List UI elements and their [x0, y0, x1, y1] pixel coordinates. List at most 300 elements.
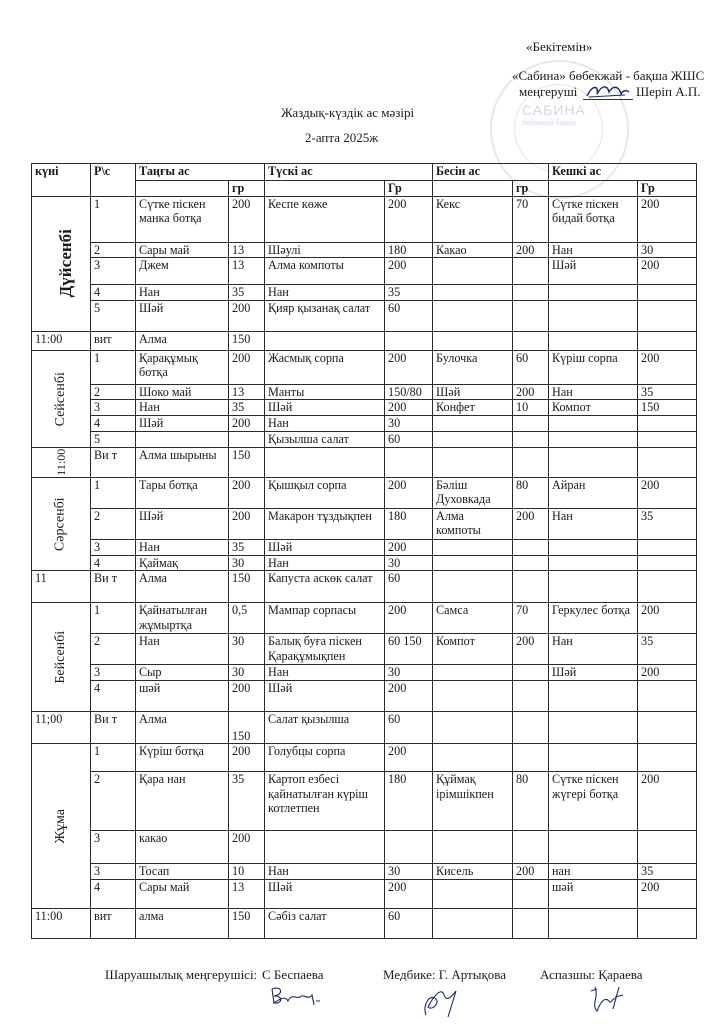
row-number: 2: [91, 384, 136, 400]
lunch-cell: Қызылша салат: [265, 431, 385, 447]
dinner-gr-cell: [638, 431, 697, 447]
lunch-gr-cell: 200: [385, 196, 433, 242]
breakfast-cell: Шәй: [136, 300, 229, 331]
empty-cell: [513, 909, 549, 939]
lunch-cell: Қияр қызанақ салат: [265, 300, 385, 331]
dinner-gr-cell: [638, 300, 697, 331]
lunch-gr-cell: 200: [385, 477, 433, 508]
day-cell: [32, 196, 91, 331]
dinner-gr-cell: 200: [638, 350, 697, 384]
dinner-cell: [549, 539, 638, 555]
dinner-gr-cell: [638, 285, 697, 301]
page-title: Жаздық-күздік ас мәзірі: [281, 105, 415, 120]
empty-cell: [513, 571, 549, 603]
breakfast-cell: Нан: [136, 400, 229, 416]
lunch-cell: Нан: [265, 415, 385, 431]
lunch-gr-cell: 60: [385, 431, 433, 447]
snack-cell: Шәй: [433, 384, 513, 400]
vitamin-time: 11: [32, 571, 91, 603]
breakfast-cell: Сыр: [136, 665, 229, 681]
lunch-cell: [265, 831, 385, 864]
snack-gr-cell: [513, 539, 549, 555]
snack-gr-cell: 200: [513, 242, 549, 258]
vitamin-time-text: 11:00: [53, 448, 68, 476]
lunch-cell: Шәй: [265, 880, 385, 909]
snack-cell: Кисель: [433, 864, 513, 880]
dinner-gr-cell: 200: [638, 196, 697, 242]
lunch-cell: Шәй: [265, 681, 385, 712]
day-cell: [32, 477, 91, 571]
dinner-gr-cell: 35: [638, 864, 697, 880]
header-gr-dinner: Гр: [638, 181, 697, 197]
empty-cell: [638, 331, 697, 350]
menu-row: [32, 880, 697, 909]
breakfast-gr-cell: 0,5: [229, 603, 265, 634]
menu-row: [32, 744, 697, 772]
empty-cell: [638, 712, 697, 744]
vitamin-row: [32, 331, 697, 350]
lunch-gr-cell: 200: [385, 880, 433, 909]
vitamin-item: Алма: [136, 571, 229, 603]
dinner-gr-cell: [638, 681, 697, 712]
lunch-gr-cell: 200: [385, 681, 433, 712]
snack-gr-cell: 200: [513, 864, 549, 880]
empty-cell: [433, 571, 513, 603]
row-number: 3: [91, 665, 136, 681]
lunch-cell: Манты: [265, 384, 385, 400]
row-number: 4: [91, 681, 136, 712]
vitamin-gr: 150: [229, 712, 265, 744]
dinner-gr-cell: 35: [638, 384, 697, 400]
empty-cell: [638, 909, 697, 939]
dinner-cell: Нан: [549, 508, 638, 539]
breakfast-gr-cell: 200: [229, 477, 265, 508]
lunch-gr-cell: 180: [385, 772, 433, 831]
empty-cell: [433, 909, 513, 939]
snack-gr-cell: 10: [513, 400, 549, 416]
snack-cell: Бәліш Духовкада: [433, 477, 513, 508]
lunch-gr-cell: 30: [385, 665, 433, 681]
menu-row: [32, 384, 697, 400]
snack-cell: [433, 415, 513, 431]
nurse-signature: [420, 985, 465, 1020]
breakfast-gr-cell: 35: [229, 539, 265, 555]
dinner-gr-cell: 200: [638, 477, 697, 508]
menu-row: [32, 539, 697, 555]
dinner-cell: Нан: [549, 242, 638, 258]
approval-org: «Сабина» бөбекжай - бақша ЖШС: [512, 68, 705, 83]
vitamin-time: 11:00: [32, 909, 91, 939]
dinner-cell: [549, 831, 638, 864]
menu-row: [32, 415, 697, 431]
snack-gr-cell: 80: [513, 477, 549, 508]
lunch-cell: Алма компоты: [265, 258, 385, 285]
empty-cell: [433, 447, 513, 477]
header-day: күні: [32, 164, 91, 197]
dinner-cell: [549, 744, 638, 772]
breakfast-cell: [136, 431, 229, 447]
dinner-cell: шәй: [549, 880, 638, 909]
breakfast-cell: Қара нан: [136, 772, 229, 831]
vitamin-item: Алма: [136, 712, 229, 744]
row-number: 3: [91, 539, 136, 555]
row-number: 3: [91, 864, 136, 880]
breakfast-cell: Шәй: [136, 508, 229, 539]
snack-cell: Құймақ ірімшікпен: [433, 772, 513, 831]
vitamin-label: Ви т: [91, 447, 136, 477]
dinner-cell: Шәй: [549, 665, 638, 681]
menu-row: [32, 242, 697, 258]
dinner-gr-cell: 200: [638, 603, 697, 634]
lunch-gr-cell: 200: [385, 744, 433, 772]
row-number: 1: [91, 196, 136, 242]
snack-cell: Алма компоты: [433, 508, 513, 539]
snack-gr-cell: 70: [513, 603, 549, 634]
row-number: 3: [91, 831, 136, 864]
dinner-cell: Күріш сорпа: [549, 350, 638, 384]
snack-gr-cell: [513, 300, 549, 331]
header-gr-lunch: Гр: [385, 181, 433, 197]
day-name: Сейсенбі: [52, 371, 68, 427]
vitamin-lunch: Капуста аскөк салат: [265, 571, 385, 603]
lunch-cell: Голубцы сорпа: [265, 744, 385, 772]
breakfast-gr-cell: 13: [229, 258, 265, 285]
empty-cell: [549, 909, 638, 939]
breakfast-gr-cell: 200: [229, 415, 265, 431]
lunch-cell: Шәй: [265, 400, 385, 416]
row-number: 5: [91, 300, 136, 331]
supply-manager-signature: [268, 985, 328, 1007]
stamp-subtext: бөбекжай-бақша: [522, 120, 576, 127]
lunch-gr-cell: 30: [385, 555, 433, 571]
dinner-cell: [549, 555, 638, 571]
breakfast-cell: Шоко май: [136, 384, 229, 400]
day-name: Сәрсенбі: [52, 497, 68, 552]
snack-gr-cell: [513, 555, 549, 571]
vitamin-label: вит: [91, 331, 136, 350]
dinner-gr-cell: [638, 539, 697, 555]
breakfast-gr-cell: 200: [229, 831, 265, 864]
approval-head-name: Шеріп А.П.: [636, 84, 701, 99]
lunch-cell: Балық буға піскен Қарақұмықпен: [265, 634, 385, 665]
breakfast-cell: Күріш ботқа: [136, 744, 229, 772]
lunch-cell: Нан: [265, 864, 385, 880]
breakfast-cell: Сары май: [136, 242, 229, 258]
snack-gr-cell: 60: [513, 350, 549, 384]
snack-gr-cell: [513, 744, 549, 772]
row-number: 1: [91, 350, 136, 384]
snack-gr-cell: 200: [513, 384, 549, 400]
empty-cell: [638, 447, 697, 477]
vitamin-item: алма: [136, 909, 229, 939]
menu-row: [32, 681, 697, 712]
snack-cell: [433, 831, 513, 864]
empty-cell: [549, 447, 638, 477]
vitamin-gr: 150: [229, 447, 265, 477]
menu-row: [32, 555, 697, 571]
header-lunch-blank: [265, 181, 385, 197]
cook-name: Аспазшы: Қараева: [540, 967, 643, 982]
header-row: [32, 164, 697, 181]
dinner-cell: [549, 415, 638, 431]
snack-cell: [433, 744, 513, 772]
breakfast-cell: Нан: [136, 634, 229, 665]
dinner-gr-cell: 35: [638, 508, 697, 539]
snack-cell: [433, 880, 513, 909]
breakfast-gr-cell: 200: [229, 508, 265, 539]
breakfast-gr-cell: 13: [229, 880, 265, 909]
dinner-cell: [549, 300, 638, 331]
snack-gr-cell: 70: [513, 196, 549, 242]
breakfast-cell: Нан: [136, 539, 229, 555]
vitamin-lunch-gr: [385, 331, 433, 350]
snack-cell: [433, 539, 513, 555]
row-number: 1: [91, 603, 136, 634]
dinner-cell: [549, 285, 638, 301]
breakfast-cell: Тары ботқа: [136, 477, 229, 508]
empty-cell: [549, 571, 638, 603]
head-signature: [585, 82, 630, 100]
vitamin-time: 11:00: [32, 331, 91, 350]
menu-row: [32, 477, 697, 508]
dinner-cell: Нан: [549, 384, 638, 400]
stamp-text: САБИНА: [522, 102, 586, 118]
vitamin-item: Алма шырыны: [136, 447, 229, 477]
breakfast-gr-cell: 35: [229, 400, 265, 416]
breakfast-cell: Тосап: [136, 864, 229, 880]
vitamin-item: Алма: [136, 331, 229, 350]
breakfast-cell: Джем: [136, 258, 229, 285]
dinner-gr-cell: [638, 415, 697, 431]
snack-cell: [433, 285, 513, 301]
header-lunch: Түскі ас: [265, 164, 433, 181]
snack-gr-cell: [513, 415, 549, 431]
breakfast-cell: Нан: [136, 285, 229, 301]
breakfast-gr-cell: 35: [229, 285, 265, 301]
day-name: Жұма: [52, 809, 68, 844]
breakfast-gr-cell: 200: [229, 744, 265, 772]
lunch-cell: Нан: [265, 555, 385, 571]
menu-row: [32, 285, 697, 301]
empty-cell: [433, 712, 513, 744]
day-cell: [32, 603, 91, 712]
approval-head-label: меңгеруші: [519, 84, 578, 99]
menu-row: [32, 196, 697, 242]
lunch-cell: Мампар сорпасы: [265, 603, 385, 634]
breakfast-gr-cell: 200: [229, 300, 265, 331]
header-dinner-blank: [549, 181, 638, 197]
snack-gr-cell: 200: [513, 634, 549, 665]
row-number: 5: [91, 431, 136, 447]
lunch-cell: Шәулі: [265, 242, 385, 258]
lunch-cell: Жасмық сорпа: [265, 350, 385, 384]
dinner-gr-cell: 200: [638, 258, 697, 285]
row-number: 2: [91, 772, 136, 831]
vitamin-label: Ви т: [91, 571, 136, 603]
vitamin-lunch: Сәбіз салат: [265, 909, 385, 939]
lunch-gr-cell: 200: [385, 603, 433, 634]
row-number: 4: [91, 415, 136, 431]
snack-cell: [433, 300, 513, 331]
snack-cell: [433, 258, 513, 285]
dinner-cell: [549, 681, 638, 712]
menu-row: [32, 400, 697, 416]
dinner-gr-cell: [638, 831, 697, 864]
snack-gr-cell: 200: [513, 508, 549, 539]
dinner-cell: Геркулес ботқа: [549, 603, 638, 634]
dinner-cell: Нан: [549, 634, 638, 665]
menu-row: [32, 431, 697, 447]
vitamin-lunch-gr: [385, 447, 433, 477]
vitamin-row: [32, 571, 697, 603]
vitamin-row: [32, 909, 697, 939]
lunch-gr-cell: 30: [385, 415, 433, 431]
snack-cell: [433, 555, 513, 571]
cook-signature: [585, 983, 630, 1018]
menu-row: [32, 258, 697, 285]
breakfast-cell: Қарақұмық ботқа: [136, 350, 229, 384]
snack-cell: Кекс: [433, 196, 513, 242]
menu-row: [32, 665, 697, 681]
row-number: 4: [91, 880, 136, 909]
snack-cell: [433, 431, 513, 447]
menu-row: [32, 350, 697, 384]
snack-gr-cell: [513, 880, 549, 909]
vitamin-time: [32, 447, 91, 477]
menu-table: [31, 163, 697, 939]
dinner-gr-cell: 200: [638, 665, 697, 681]
vitamin-row: [32, 712, 697, 744]
header-gr-snack: гр: [513, 181, 549, 197]
lunch-cell: Макарон тұздықпен: [265, 508, 385, 539]
row-number: 2: [91, 242, 136, 258]
snack-gr-cell: [513, 258, 549, 285]
snack-cell: Самса: [433, 603, 513, 634]
day-name: Дүйсенбі: [55, 228, 75, 298]
breakfast-gr-cell: 200: [229, 350, 265, 384]
snack-gr-cell: [513, 665, 549, 681]
breakfast-gr-cell: 30: [229, 555, 265, 571]
menu-row: [32, 300, 697, 331]
breakfast-gr-cell: 13: [229, 242, 265, 258]
lunch-gr-cell: 60: [385, 300, 433, 331]
snack-gr-cell: [513, 681, 549, 712]
vitamin-lunch-gr: 60: [385, 712, 433, 744]
vitamin-row: [32, 447, 697, 477]
menu-row: [32, 508, 697, 539]
dinner-cell: [549, 431, 638, 447]
dinner-gr-cell: [638, 744, 697, 772]
empty-cell: [513, 331, 549, 350]
lunch-cell: Нан: [265, 285, 385, 301]
nurse-name: Медбике: Г. Артықова: [383, 967, 507, 982]
vitamin-gr: 150: [229, 571, 265, 603]
row-number: 2: [91, 634, 136, 665]
breakfast-gr-cell: [229, 431, 265, 447]
row-number: 3: [91, 258, 136, 285]
vitamin-lunch: [265, 331, 385, 350]
menu-row: [32, 864, 697, 880]
dinner-cell: Сүтке піскен бидай ботқа: [549, 196, 638, 242]
row-number: 3: [91, 400, 136, 416]
header-num: Р\с: [91, 164, 136, 197]
vitamin-gr: 150: [229, 331, 265, 350]
breakfast-cell: Қаймақ: [136, 555, 229, 571]
row-number: 4: [91, 285, 136, 301]
lunch-gr-cell: 35: [385, 285, 433, 301]
day-cell: [32, 744, 91, 909]
dinner-gr-cell: 200: [638, 772, 697, 831]
snack-cell: Булочка: [433, 350, 513, 384]
row-number: 1: [91, 744, 136, 772]
vitamin-lunch-gr: 60: [385, 909, 433, 939]
dinner-cell: Компот: [549, 400, 638, 416]
row-number: 4: [91, 555, 136, 571]
snack-gr-cell: [513, 285, 549, 301]
header-dinner: Кешкі ас: [549, 164, 697, 181]
snack-cell: Компот: [433, 634, 513, 665]
header-breakfast-blank: [136, 181, 229, 197]
dinner-cell: Айран: [549, 477, 638, 508]
breakfast-gr-cell: 35: [229, 772, 265, 831]
dinner-gr-cell: [638, 555, 697, 571]
breakfast-cell: шәй: [136, 681, 229, 712]
lunch-gr-cell: 200: [385, 400, 433, 416]
empty-cell: [513, 712, 549, 744]
header-snack: Бесін ас: [433, 164, 549, 181]
menu-row: [32, 831, 697, 864]
snack-cell: [433, 681, 513, 712]
header-snack-blank: [433, 181, 513, 197]
dinner-gr-cell: 200: [638, 880, 697, 909]
lunch-cell: Картоп езбесі қайнатылған күріш котлетпен: [265, 772, 385, 831]
snack-gr-cell: 80: [513, 772, 549, 831]
lunch-gr-cell: 200: [385, 258, 433, 285]
supply-manager-label: Шаруашылық меңгерушісі:: [105, 967, 258, 982]
dinner-cell: Сүтке піскен жүгері ботқа: [549, 772, 638, 831]
menu-row: [32, 634, 697, 665]
week-label: 2-апта 2025ж: [305, 130, 379, 145]
dinner-gr-cell: 35: [638, 634, 697, 665]
dinner-cell: Шәй: [549, 258, 638, 285]
menu-row: [32, 772, 697, 831]
breakfast-gr-cell: 13: [229, 384, 265, 400]
empty-cell: [513, 447, 549, 477]
supply-manager-name: С Беспаева: [262, 967, 324, 982]
dinner-gr-cell: 150: [638, 400, 697, 416]
row-number: 2: [91, 508, 136, 539]
breakfast-cell: Қайнатылған жұмыртқа: [136, 603, 229, 634]
lunch-gr-cell: 60 150: [385, 634, 433, 665]
vitamin-lunch: Салат қызылша: [265, 712, 385, 744]
snack-gr-cell: [513, 831, 549, 864]
breakfast-gr-cell: 30: [229, 665, 265, 681]
breakfast-gr-cell: 30: [229, 634, 265, 665]
dinner-cell: нан: [549, 864, 638, 880]
day-name: Бейсенбі: [52, 631, 68, 684]
snack-cell: Конфет: [433, 400, 513, 416]
empty-cell: [549, 712, 638, 744]
breakfast-cell: какао: [136, 831, 229, 864]
vitamin-gr: 150: [229, 909, 265, 939]
approval-heading: «Бекітемін»: [526, 39, 593, 54]
lunch-gr-cell: 30: [385, 864, 433, 880]
breakfast-cell: Сүтке піскен манка ботқа: [136, 196, 229, 242]
header-breakfast: Таңғы ас: [136, 164, 265, 181]
snack-cell: Какао: [433, 242, 513, 258]
breakfast-cell: Сары май: [136, 880, 229, 909]
breakfast-gr-cell: 200: [229, 196, 265, 242]
